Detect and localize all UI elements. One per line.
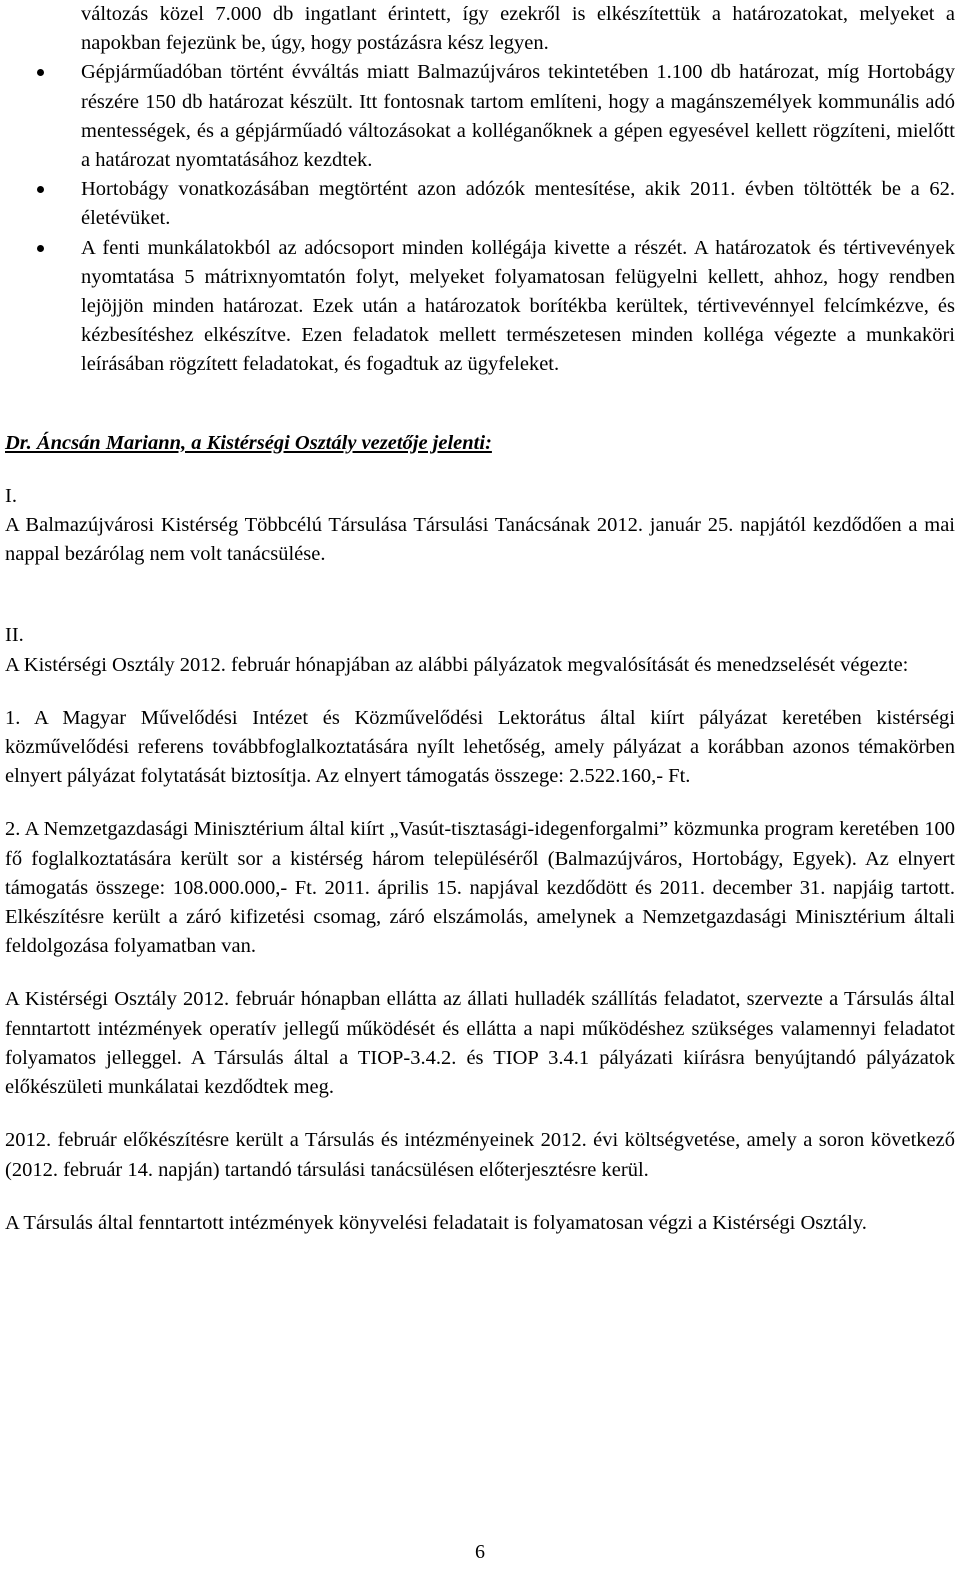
section-2-intro: A Kistérségi Osztály 2012. február hónapjában az alábbi pályázatok megvalósítását és menedzselését végezte:: [5, 653, 909, 676]
project-item-2: 2. A Nemzetgazdasági Minisztérium által kiírt „Vasút-tisztasági-idegenforgalmi” közmunka program keretében 100 fő foglalkoztatására került sor a kistérség három településéről (Balmazújváros, Hortobágy, Egyek). Az elnyert támogatás összege: 108.000.000,- Ft. 2011. április 15. napjával kezdődött és 2011. december 31. napjáig tartott. Elkészítésre került a záró kifizetési csomag, záró elszámolás, amelynek a Nemzetgazdasági Minisztérium általi feldolgozása folyamatban van.: [5, 818, 955, 958]
page-number: 6: [475, 1541, 485, 1563]
paragraph-waste-and-tiop: A Kistérségi Osztály 2012. február hónapban ellátta az állati hulladék szállítás feladatot, szervezte a Társulás által fenntartott intézmények operatív jellegű működését és ellátta a napi működéshez szükséges valamennyi feladatot folyamatos jelleggel. A Társulás által a TIOP-3.4.2. és TIOP 3.4.1 pályázati kiírásra benyújtandó pályázatok előkészületi munkálatai kezdődtek meg.: [5, 988, 955, 1099]
section-numeral-1: I.: [5, 484, 17, 507]
bullet-list: [5, 58, 955, 379]
report-heading: Dr. Áncsán Mariann, a Kistérségi Osztály vezetője jelenti:: [5, 431, 492, 454]
bullet-icon: [37, 186, 44, 193]
section-1-text: A Balmazújvárosi Kistérség Többcélú Társulása Társulási Tanácsának 2012. január 25. napjától kezdődően a mai nappal bezárólag nem volt tanácsülése.: [5, 514, 955, 566]
intro-paragraph: változás közel 7.000 db ingatlant érintett, így ezekről is elkészítettük a határozatokat, melyeket a napokban fejezünk be, úgy, hogy postázásra kész legyen.: [81, 3, 955, 55]
bullet-icon: [37, 245, 44, 252]
bullet-icon: [37, 69, 44, 76]
project-item-1: 1. A Magyar Művelődési Intézet és Közművelődési Lektorátus által kiírt pályázat keretében kistérségi közművelődési referens továbbfoglalkoztatására nyílt lehetőség, amely pályázat a korábban azonos témakörben elnyert pályázat folytatását biztosítja. Az elnyert támogatás összege: 2.522.160,- Ft.: [5, 706, 955, 788]
paragraph-accounting: A Társulás által fenntartott intézmények könyvelési feladatait is folyamatosan végzi a Kistérségi Osztály.: [5, 1211, 867, 1234]
list-item: A fenti munkálatokból az adócsoport minden kollégája kivette a részét. A határozatok és tértivevények nyomtatása 5 mátrixnyomtatón folyt, melyeket folyamatosan felügyelni kellett, ahhoz, hogy rendben lejöjjön minden határozat. Ezek után a határozatok borítékba kerültek, tértivevénnyel felcímkézve, és kézbesítéshez elkészítve. Ezen feladatok mellett természetesen minden kolléga végezte a munkaköri leírásában rögzített feladatokat, és fogadtuk az ügyfeleket.: [5, 234, 955, 380]
list-item: Gépjárműadóban történt évváltás miatt Balmazújváros tekintetében 1.100 db határozat, míg Hortobágy részére 150 db határozat készült. Itt fontosnak tartom említeni, hogy a magánszemélyek kommunális adó mentességek, és a gépjárműadó változásokat a kolléganőknek a gépen egyesével kellett rögzíteni, mielőtt a határozat nyomtatásához kezdtek.: [5, 58, 955, 175]
list-item: Hortobágy vonatkozásában megtörtént azon adózók mentesítése, akik 2011. évben töltötték be a 62. életévüket.: [5, 175, 955, 233]
section-numeral-2: II.: [5, 624, 24, 647]
paragraph-budget: 2012. február előkészítésre került a Társulás és intézményeinek 2012. évi költségvetése, amely a soron következő (2012. február 14. napján) tartandó társulási tanácsülésen előterjesztésre kerül.: [5, 1129, 955, 1181]
document-page: [5, 0, 955, 1238]
